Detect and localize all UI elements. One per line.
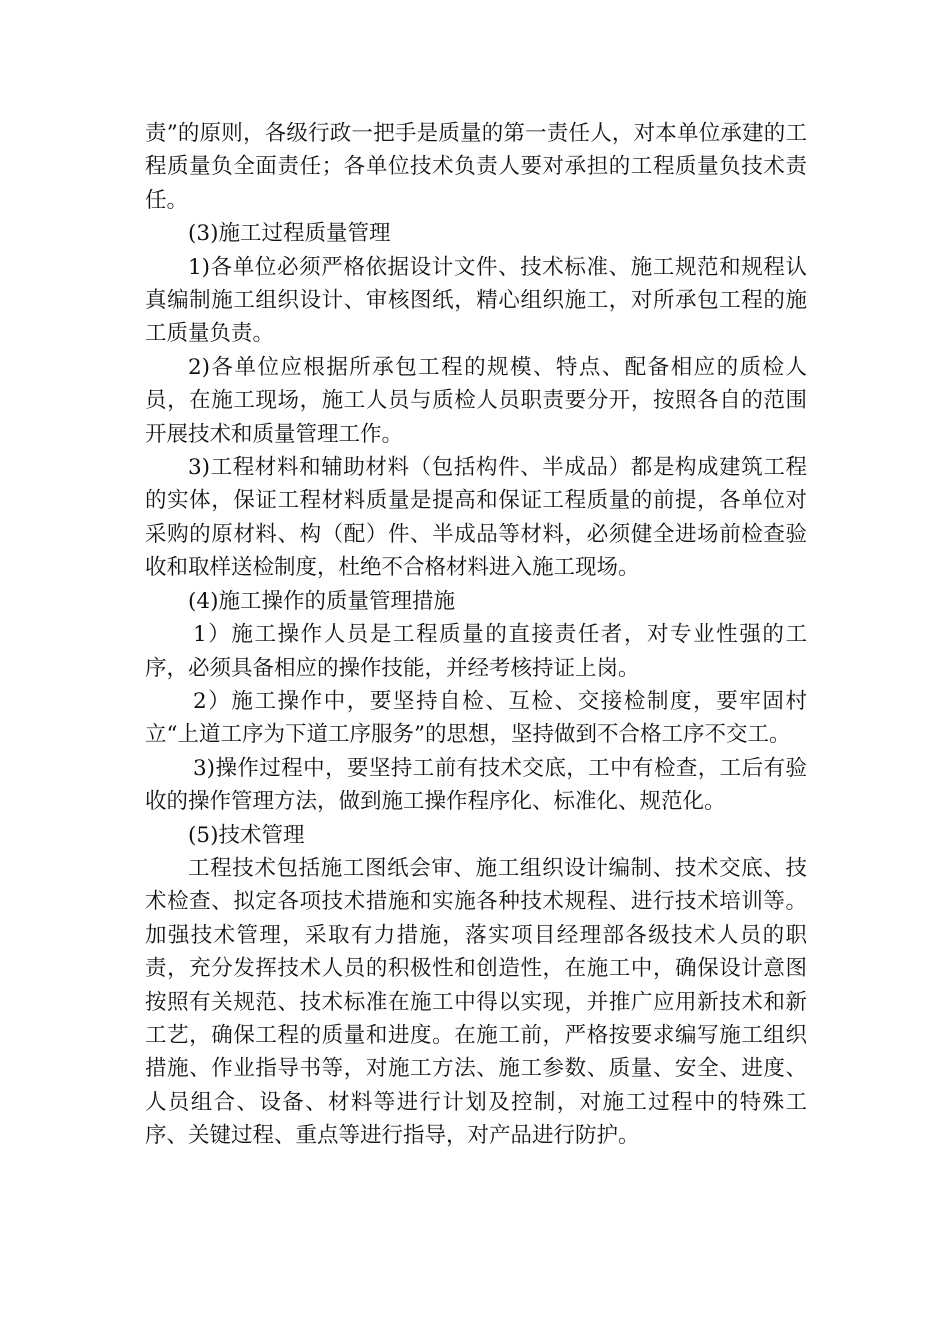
paragraph-responsibility: 责”的原则，各级行政一把手是质量的第一责任人，对本单位承建的工程质量负全面责任；各单位技术负责人要对承担的工程质量负技术责任。 xyxy=(145,121,807,213)
document-body xyxy=(145,117,807,1153)
paragraph-operation-item-3: 3)操作过程中，要坚持工前有技术交底，工中有检查，工后有验收的操作管理方法，做到施工操作程序化、标准化、规范化。 xyxy=(145,755,807,815)
heading-operation-measures: (4)施工操作的质量管理措施 xyxy=(188,588,455,614)
heading-construction-process: (3)施工过程质量管理 xyxy=(188,221,391,247)
paragraph-operation-item-2: 2）施工操作中，要坚持自检、互检、交接检制度，要牢固村立“上道工序为下道工序服务”的思想，坚持做到不合格工序不交工。 xyxy=(145,688,807,748)
paragraph-technical-management: 工程技术包括施工图纸会审、施工组织设计编制、技术交底、技术检查、拟定各项技术措施和实施各种技术规程、进行技术培训等。加强技术管理，采取有力措施，落实项目经理部各级技术人员的职责，充分发挥技术人员的积极性和创造性，在施工中，确保设计意图按照有关规范、技术标准在施工中得以实现，并推广应用新技术和新工艺，确保工程的质量和进度。在施工前，严格按要求编写施工组织措施、作业指导书等，对施工方法、施工参数、质量、安全、进度、人员组合、设备、材料等进行计划及控制，对施工过程中的特殊工序、关键过程、重点等进行指导，对产品进行防护。 xyxy=(145,855,807,1149)
paragraph-process-item-1: 1)各单位必须严格依据设计文件、技术标准、施工规范和规程认真编制施工组织设计、审核图纸，精心组织施工，对所承包工程的施工质量负责。 xyxy=(145,254,807,347)
paragraph-process-item-3: 3)工程材料和辅助材料（包括构件、半成品）都是构成建筑工程的实体，保证工程材料质量是提高和保证工程质量的前提，各单位对采购的原材料、构（配）件、半成品等材料，必须健全进场前检查验收和取样送检制度，杜绝不合格材料进入施工现场。 xyxy=(145,455,807,581)
paragraph-operation-item-1: 1）施工操作人员是工程质量的直接责任者，对专业性强的工序，必须具备相应的操作技能，并经考核持证上岗。 xyxy=(145,622,807,681)
paragraph-process-item-2: 2)各单位应根据所承包工程的规模、特点、配备相应的质检人员，在施工现场，施工人员与质检人员职责要分开，按照各自的范围开展技术和质量管理工作。 xyxy=(145,354,807,447)
heading-technical-management: (5)技术管理 xyxy=(188,822,305,848)
